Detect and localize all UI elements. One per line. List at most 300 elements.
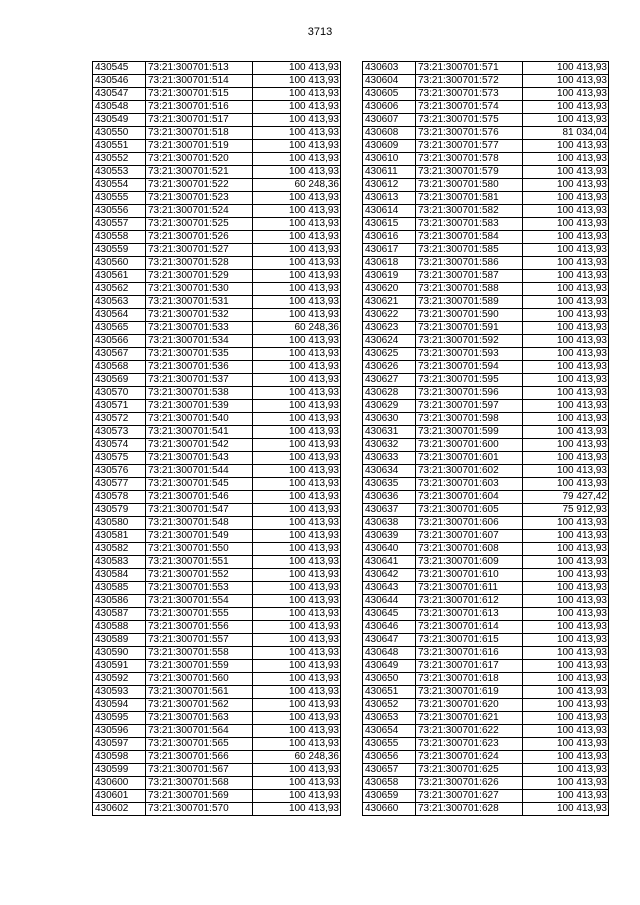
value-cell: 100 413,93 (253, 738, 341, 751)
value-cell: 100 413,93 (253, 205, 341, 218)
table-row (93, 205, 341, 218)
value-cell: 100 413,93 (253, 712, 341, 725)
row-number-cell: 430572 (93, 413, 146, 426)
row-number-cell: 430633 (363, 452, 416, 465)
row-number-cell: 430606 (363, 101, 416, 114)
cadastral-number-cell: 73:21:300701:550 (146, 543, 253, 556)
table-row (363, 205, 609, 218)
value-cell: 100 413,93 (253, 465, 341, 478)
value-cell: 100 413,93 (523, 413, 609, 426)
cadastral-number-cell: 73:21:300701:568 (146, 777, 253, 790)
value-cell: 100 413,93 (523, 660, 609, 673)
table-row (93, 452, 341, 465)
value-cell: 100 413,93 (253, 452, 341, 465)
value-cell: 100 413,93 (523, 426, 609, 439)
cadastral-number-cell: 73:21:300701:528 (146, 257, 253, 270)
table-row (93, 530, 341, 543)
table-row (363, 400, 609, 413)
table-row (93, 231, 341, 244)
table-row (93, 348, 341, 361)
value-cell: 100 413,93 (523, 88, 609, 101)
row-number-cell: 430637 (363, 504, 416, 517)
row-number-cell: 430575 (93, 452, 146, 465)
cadastral-number-cell: 73:21:300701:530 (146, 283, 253, 296)
value-cell: 100 413,93 (253, 595, 341, 608)
table-row (93, 166, 341, 179)
row-number-cell: 430658 (363, 777, 416, 790)
value-cell: 100 413,93 (523, 361, 609, 374)
value-cell: 100 413,93 (253, 88, 341, 101)
value-cell: 100 413,93 (523, 322, 609, 335)
table-row (363, 101, 609, 114)
table-row (93, 569, 341, 582)
table-row (363, 530, 609, 543)
row-number-cell: 430608 (363, 127, 416, 140)
row-number-cell: 430592 (93, 673, 146, 686)
value-cell: 100 413,93 (523, 166, 609, 179)
row-number-cell: 430655 (363, 738, 416, 751)
row-number-cell: 430654 (363, 725, 416, 738)
table-row (363, 491, 609, 504)
row-number-cell: 430547 (93, 88, 146, 101)
cadastral-number-cell: 73:21:300701:613 (416, 608, 523, 621)
table-row (93, 803, 341, 816)
value-cell: 100 413,93 (253, 699, 341, 712)
table-row (363, 504, 609, 517)
table-row (93, 647, 341, 660)
row-number-cell: 430651 (363, 686, 416, 699)
table-row (363, 569, 609, 582)
cadastral-number-cell: 73:21:300701:612 (416, 595, 523, 608)
table-row (363, 361, 609, 374)
value-cell: 100 413,93 (523, 205, 609, 218)
table-row (363, 595, 609, 608)
table-row (363, 465, 609, 478)
table-row (93, 400, 341, 413)
cadastral-number-cell: 73:21:300701:539 (146, 400, 253, 413)
table-row (93, 790, 341, 803)
row-number-cell: 430605 (363, 88, 416, 101)
value-cell: 100 413,93 (253, 374, 341, 387)
table-row (93, 413, 341, 426)
table-row (93, 777, 341, 790)
row-number-cell: 430635 (363, 478, 416, 491)
row-number-cell: 430557 (93, 218, 146, 231)
value-cell: 100 413,93 (253, 283, 341, 296)
row-number-cell: 430642 (363, 569, 416, 582)
value-cell: 100 413,93 (523, 218, 609, 231)
value-cell: 100 413,93 (253, 114, 341, 127)
cadastral-number-cell: 73:21:300701:523 (146, 192, 253, 205)
cadastral-number-cell: 73:21:300701:623 (416, 738, 523, 751)
table-row (363, 257, 609, 270)
row-number-cell: 430555 (93, 192, 146, 205)
table-row (363, 673, 609, 686)
table-row (93, 699, 341, 712)
cadastral-number-cell: 73:21:300701:526 (146, 231, 253, 244)
table-row (363, 803, 609, 816)
cadastral-number-cell: 73:21:300701:531 (146, 296, 253, 309)
cadastral-number-cell: 73:21:300701:575 (416, 114, 523, 127)
table-row (93, 322, 341, 335)
value-cell: 100 413,93 (253, 491, 341, 504)
table-row (363, 348, 609, 361)
row-number-cell: 430586 (93, 595, 146, 608)
table-row (93, 712, 341, 725)
cadastral-number-cell: 73:21:300701:563 (146, 712, 253, 725)
cadastral-number-cell: 73:21:300701:560 (146, 673, 253, 686)
value-cell: 100 413,93 (253, 101, 341, 114)
value-cell: 100 413,93 (523, 296, 609, 309)
value-cell: 100 413,93 (523, 101, 609, 114)
row-number-cell: 430624 (363, 335, 416, 348)
value-cell: 100 413,93 (253, 517, 341, 530)
row-number-cell: 430610 (363, 153, 416, 166)
value-cell: 100 413,93 (253, 764, 341, 777)
cadastral-number-cell: 73:21:300701:552 (146, 569, 253, 582)
cadastral-number-cell: 73:21:300701:532 (146, 309, 253, 322)
value-cell: 100 413,93 (523, 335, 609, 348)
row-number-cell: 430594 (93, 699, 146, 712)
cadastral-number-cell: 73:21:300701:605 (416, 504, 523, 517)
value-cell: 100 413,93 (523, 582, 609, 595)
table-row (93, 764, 341, 777)
row-number-cell: 430620 (363, 283, 416, 296)
cadastral-number-cell: 73:21:300701:597 (416, 400, 523, 413)
value-cell: 100 413,93 (523, 140, 609, 153)
value-cell: 100 413,93 (523, 647, 609, 660)
cadastral-number-cell: 73:21:300701:581 (416, 192, 523, 205)
row-number-cell: 430597 (93, 738, 146, 751)
cadastral-number-cell: 73:21:300701:600 (416, 439, 523, 452)
table-row (363, 309, 609, 322)
cadastral-number-cell: 73:21:300701:558 (146, 647, 253, 660)
value-cell: 100 413,93 (523, 530, 609, 543)
row-number-cell: 430559 (93, 244, 146, 257)
value-cell: 100 413,93 (253, 777, 341, 790)
row-number-cell: 430578 (93, 491, 146, 504)
cadastral-number-cell: 73:21:300701:626 (416, 777, 523, 790)
cadastral-number-cell: 73:21:300701:577 (416, 140, 523, 153)
cadastral-number-cell: 73:21:300701:534 (146, 335, 253, 348)
table-row (93, 751, 341, 764)
row-number-cell: 430659 (363, 790, 416, 803)
value-cell: 100 413,93 (253, 569, 341, 582)
value-cell: 100 413,93 (253, 504, 341, 517)
cadastral-number-cell: 73:21:300701:599 (416, 426, 523, 439)
value-cell: 100 413,93 (523, 283, 609, 296)
cadastral-number-cell: 73:21:300701:557 (146, 634, 253, 647)
table-row (93, 517, 341, 530)
row-number-cell: 430602 (93, 803, 146, 816)
table-row (363, 621, 609, 634)
table-row (93, 75, 341, 88)
row-number-cell: 430625 (363, 348, 416, 361)
table-row (93, 244, 341, 257)
row-number-cell: 430573 (93, 426, 146, 439)
cadastral-number-cell: 73:21:300701:521 (146, 166, 253, 179)
cadastral-number-cell: 73:21:300701:524 (146, 205, 253, 218)
cadastral-number-cell: 73:21:300701:579 (416, 166, 523, 179)
table-row (93, 296, 341, 309)
value-cell: 100 413,93 (523, 803, 609, 816)
value-cell: 100 413,93 (253, 608, 341, 621)
value-cell: 100 413,93 (253, 556, 341, 569)
table-row (363, 114, 609, 127)
value-cell: 100 413,93 (253, 335, 341, 348)
register-table-left (92, 61, 341, 816)
cadastral-number-cell: 73:21:300701:615 (416, 634, 523, 647)
value-cell: 100 413,93 (253, 725, 341, 738)
value-cell: 100 413,93 (523, 543, 609, 556)
row-number-cell: 430598 (93, 751, 146, 764)
row-number-cell: 430615 (363, 218, 416, 231)
row-number-cell: 430562 (93, 283, 146, 296)
value-cell: 100 413,93 (253, 218, 341, 231)
table-row (93, 283, 341, 296)
value-cell: 100 413,93 (523, 244, 609, 257)
row-number-cell: 430653 (363, 712, 416, 725)
cadastral-number-cell: 73:21:300701:566 (146, 751, 253, 764)
value-cell: 100 413,93 (253, 192, 341, 205)
table-row (363, 179, 609, 192)
cadastral-number-cell: 73:21:300701:517 (146, 114, 253, 127)
table-row (363, 335, 609, 348)
row-number-cell: 430590 (93, 647, 146, 660)
cadastral-number-cell: 73:21:300701:580 (416, 179, 523, 192)
row-number-cell: 430582 (93, 543, 146, 556)
cadastral-number-cell: 73:21:300701:611 (416, 582, 523, 595)
cadastral-number-cell: 73:21:300701:571 (416, 62, 523, 75)
row-number-cell: 430607 (363, 114, 416, 127)
table-row (363, 322, 609, 335)
row-number-cell: 430604 (363, 75, 416, 88)
cadastral-number-cell: 73:21:300701:624 (416, 751, 523, 764)
cadastral-number-cell: 73:21:300701:614 (416, 621, 523, 634)
table-row (363, 296, 609, 309)
cadastral-number-cell: 73:21:300701:520 (146, 153, 253, 166)
table-row (363, 738, 609, 751)
value-cell: 100 413,93 (523, 179, 609, 192)
row-number-cell: 430611 (363, 166, 416, 179)
value-cell: 100 413,93 (253, 75, 341, 88)
table-row (93, 634, 341, 647)
cadastral-number-cell: 73:21:300701:518 (146, 127, 253, 140)
cadastral-number-cell: 73:21:300701:519 (146, 140, 253, 153)
table-row (93, 153, 341, 166)
cadastral-number-cell: 73:21:300701:570 (146, 803, 253, 816)
value-cell: 100 413,93 (523, 270, 609, 283)
table-row (93, 738, 341, 751)
row-number-cell: 430585 (93, 582, 146, 595)
table-row (363, 660, 609, 673)
cadastral-number-cell: 73:21:300701:587 (416, 270, 523, 283)
value-cell: 100 413,93 (253, 244, 341, 257)
table-row (363, 777, 609, 790)
table-row (363, 153, 609, 166)
cadastral-number-cell: 73:21:300701:529 (146, 270, 253, 283)
row-number-cell: 430563 (93, 296, 146, 309)
table-row (363, 699, 609, 712)
value-cell: 100 413,93 (253, 621, 341, 634)
value-cell: 100 413,93 (253, 153, 341, 166)
cadastral-number-cell: 73:21:300701:564 (146, 725, 253, 738)
value-cell: 100 413,93 (523, 309, 609, 322)
cadastral-number-cell: 73:21:300701:569 (146, 790, 253, 803)
table-row (93, 270, 341, 283)
row-number-cell: 430617 (363, 244, 416, 257)
row-number-cell: 430621 (363, 296, 416, 309)
row-number-cell: 430591 (93, 660, 146, 673)
cadastral-number-cell: 73:21:300701:573 (416, 88, 523, 101)
table-row (363, 140, 609, 153)
cadastral-number-cell: 73:21:300701:585 (416, 244, 523, 257)
row-number-cell: 430627 (363, 374, 416, 387)
value-cell: 100 413,93 (253, 231, 341, 244)
table-row (363, 231, 609, 244)
row-number-cell: 430581 (93, 530, 146, 543)
table-row (93, 335, 341, 348)
cadastral-number-cell: 73:21:300701:572 (416, 75, 523, 88)
value-cell: 100 413,93 (523, 608, 609, 621)
value-cell: 100 413,93 (523, 712, 609, 725)
value-cell: 100 413,93 (253, 803, 341, 816)
table-row (363, 543, 609, 556)
cadastral-number-cell: 73:21:300701:604 (416, 491, 523, 504)
value-cell: 100 413,93 (253, 543, 341, 556)
value-cell: 100 413,93 (523, 699, 609, 712)
cadastral-number-cell: 73:21:300701:608 (416, 543, 523, 556)
value-cell: 100 413,93 (523, 621, 609, 634)
row-number-cell: 430545 (93, 62, 146, 75)
table-row (363, 725, 609, 738)
table-row (363, 270, 609, 283)
row-number-cell: 430623 (363, 322, 416, 335)
table-row (363, 452, 609, 465)
table-row (93, 127, 341, 140)
value-cell: 100 413,93 (253, 413, 341, 426)
cadastral-number-cell: 73:21:300701:562 (146, 699, 253, 712)
value-cell: 100 413,93 (523, 114, 609, 127)
table-row (363, 426, 609, 439)
row-number-cell: 430629 (363, 400, 416, 413)
row-number-cell: 430551 (93, 140, 146, 153)
cadastral-number-cell: 73:21:300701:584 (416, 231, 523, 244)
row-number-cell: 430558 (93, 231, 146, 244)
cadastral-number-cell: 73:21:300701:537 (146, 374, 253, 387)
cadastral-number-cell: 73:21:300701:514 (146, 75, 253, 88)
cadastral-number-cell: 73:21:300701:582 (416, 205, 523, 218)
value-cell: 100 413,93 (253, 361, 341, 374)
value-cell: 100 413,93 (253, 647, 341, 660)
row-number-cell: 430649 (363, 660, 416, 673)
row-number-cell: 430613 (363, 192, 416, 205)
value-cell: 81 034,04 (523, 127, 609, 140)
value-cell: 100 413,93 (523, 478, 609, 491)
row-number-cell: 430552 (93, 153, 146, 166)
table-row (93, 439, 341, 452)
row-number-cell: 430650 (363, 673, 416, 686)
row-number-cell: 430584 (93, 569, 146, 582)
table-row (363, 88, 609, 101)
row-number-cell: 430646 (363, 621, 416, 634)
cadastral-number-cell: 73:21:300701:515 (146, 88, 253, 101)
value-cell: 100 413,93 (253, 478, 341, 491)
row-number-cell: 430660 (363, 803, 416, 816)
row-number-cell: 430588 (93, 621, 146, 634)
value-cell: 100 413,93 (523, 257, 609, 270)
row-number-cell: 430570 (93, 387, 146, 400)
value-cell: 100 413,93 (253, 140, 341, 153)
table-row (93, 140, 341, 153)
value-cell: 100 413,93 (523, 62, 609, 75)
table-row (93, 257, 341, 270)
row-number-cell: 430628 (363, 387, 416, 400)
row-number-cell: 430580 (93, 517, 146, 530)
cadastral-number-cell: 73:21:300701:549 (146, 530, 253, 543)
row-number-cell: 430566 (93, 335, 146, 348)
cadastral-number-cell: 73:21:300701:598 (416, 413, 523, 426)
cadastral-number-cell: 73:21:300701:583 (416, 218, 523, 231)
cadastral-number-cell: 73:21:300701:561 (146, 686, 253, 699)
table-row (93, 309, 341, 322)
table-row (363, 634, 609, 647)
value-cell: 100 413,93 (523, 153, 609, 166)
table-row (363, 517, 609, 530)
row-number-cell: 430641 (363, 556, 416, 569)
table-row (363, 374, 609, 387)
value-cell: 100 413,93 (253, 296, 341, 309)
row-number-cell: 430583 (93, 556, 146, 569)
row-number-cell: 430622 (363, 309, 416, 322)
table-row (93, 478, 341, 491)
table-row (363, 244, 609, 257)
row-number-cell: 430603 (363, 62, 416, 75)
row-number-cell: 430636 (363, 491, 416, 504)
table-row (93, 387, 341, 400)
row-number-cell: 430553 (93, 166, 146, 179)
table-row (93, 673, 341, 686)
cadastral-number-cell: 73:21:300701:555 (146, 608, 253, 621)
table-row (363, 556, 609, 569)
value-cell: 100 413,93 (523, 452, 609, 465)
value-cell: 100 413,93 (523, 725, 609, 738)
value-cell: 79 427,42 (523, 491, 609, 504)
cadastral-number-cell: 73:21:300701:576 (416, 127, 523, 140)
table-row (93, 88, 341, 101)
cadastral-number-cell: 73:21:300701:527 (146, 244, 253, 257)
table-row (363, 608, 609, 621)
cadastral-number-cell: 73:21:300701:513 (146, 62, 253, 75)
table-row (93, 608, 341, 621)
row-number-cell: 430595 (93, 712, 146, 725)
row-number-cell: 430643 (363, 582, 416, 595)
row-number-cell: 430600 (93, 777, 146, 790)
row-number-cell: 430549 (93, 114, 146, 127)
cadastral-number-cell: 73:21:300701:621 (416, 712, 523, 725)
cadastral-number-cell: 73:21:300701:616 (416, 647, 523, 660)
cadastral-number-cell: 73:21:300701:535 (146, 348, 253, 361)
value-cell: 100 413,93 (253, 582, 341, 595)
table-row (363, 62, 609, 75)
cadastral-number-cell: 73:21:300701:596 (416, 387, 523, 400)
row-number-cell: 430554 (93, 179, 146, 192)
cadastral-number-cell: 73:21:300701:545 (146, 478, 253, 491)
row-number-cell: 430631 (363, 426, 416, 439)
table-row (363, 790, 609, 803)
cadastral-number-cell: 73:21:300701:543 (146, 452, 253, 465)
value-cell: 100 413,93 (523, 517, 609, 530)
